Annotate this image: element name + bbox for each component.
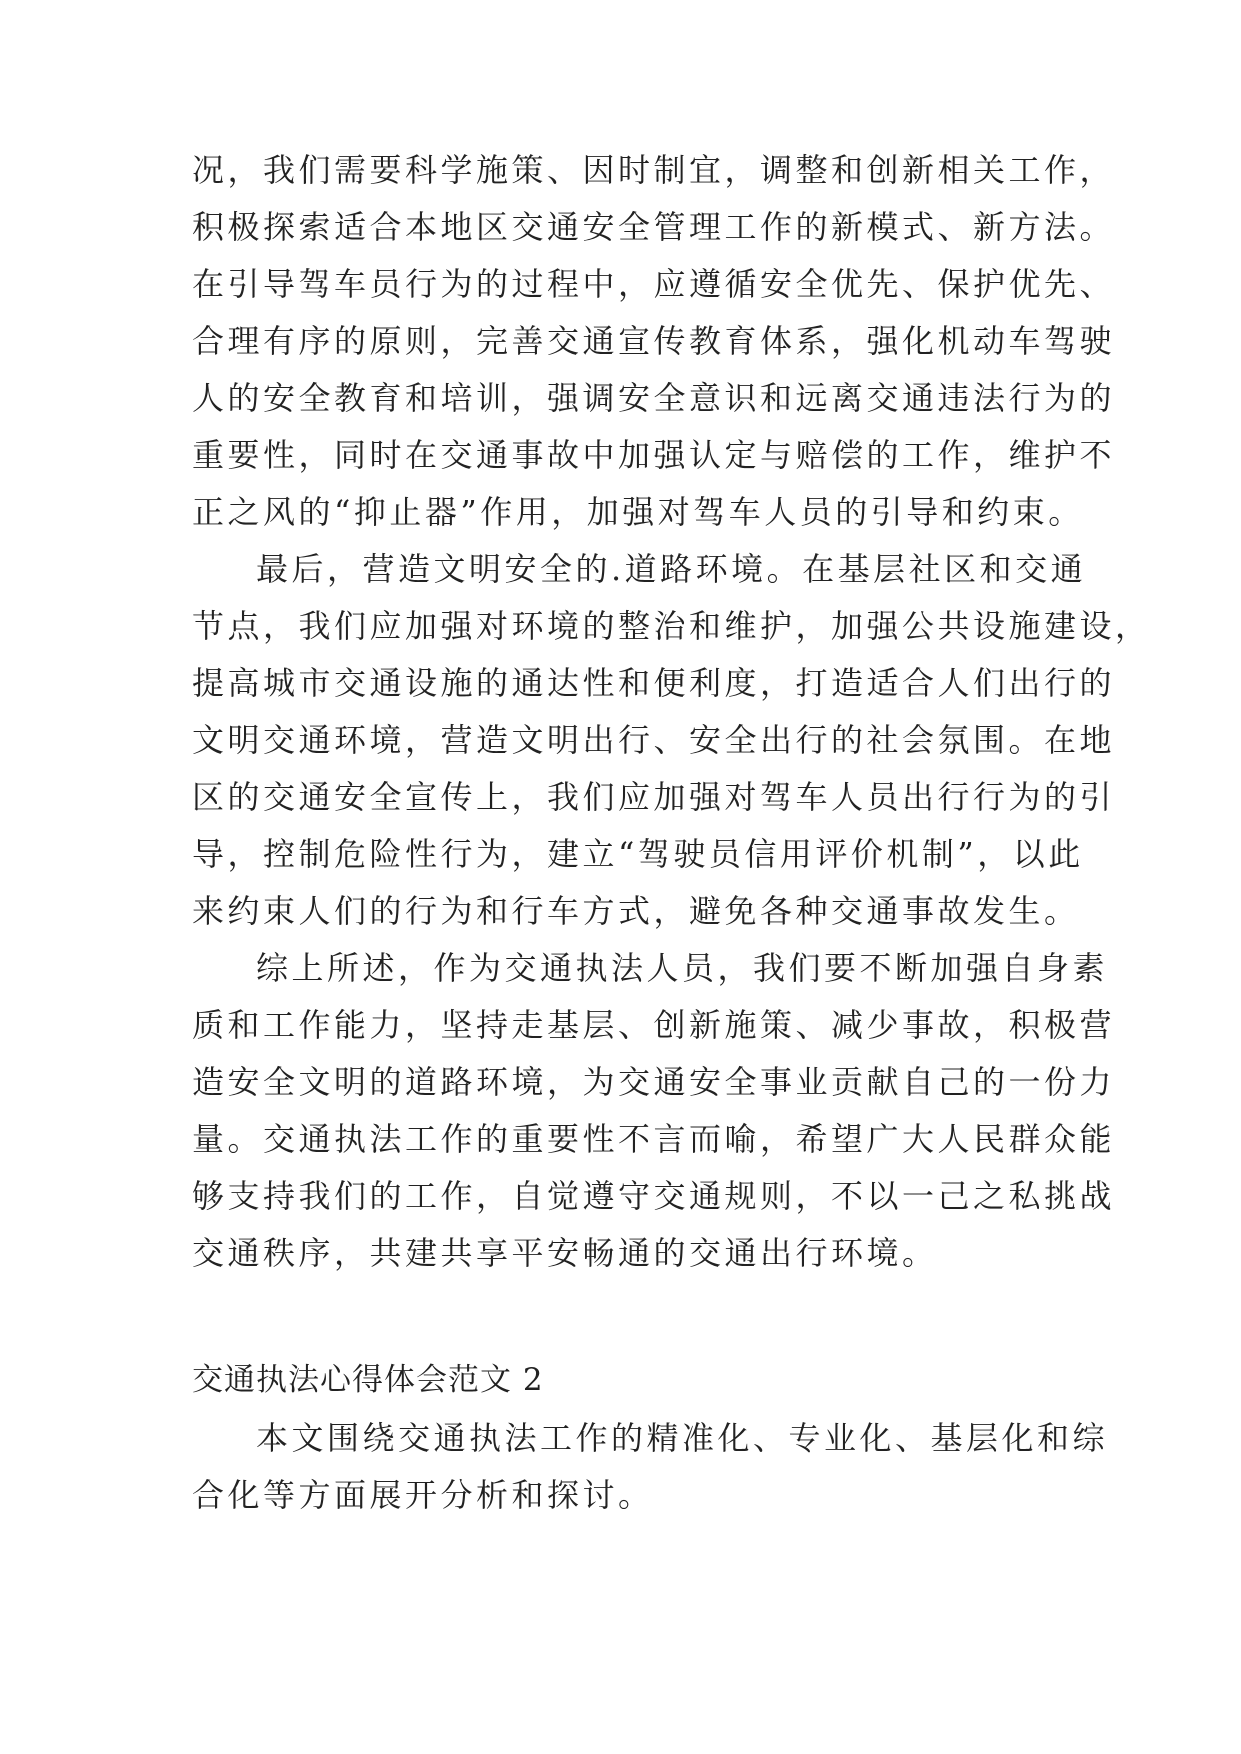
paragraph-4-line-2: 合化等方面展开分析和探讨。 xyxy=(192,1476,654,1514)
paragraph-2-line-3: 提高城市交通设施的通达性和便利度，打造适合人们出行的 xyxy=(192,664,1116,702)
paragraph-2-line-4: 文明交通环境，营造文明出行、安全出行的社会氛围。在地 xyxy=(192,721,1116,759)
paragraph-1-line-6: 重要性，同时在交通事故中加强认定与赔偿的工作，维护不 xyxy=(192,436,1116,474)
paragraph-1-line-7: 正之风的“抑止器”作用，加强对驾车人员的引导和约束。 xyxy=(192,493,1084,531)
paragraph-1-line-4: 合理有序的原则，完善交通宣传教育体系，强化机动车驾驶 xyxy=(192,322,1116,360)
paragraph-3-line-4: 量。交通执法工作的重要性不言而喻，希望广大人民群众能 xyxy=(192,1120,1116,1158)
paragraph-2-line-6: 导，控制危险性行为，建立“驾驶员信用评价机制”，以此 xyxy=(192,835,1084,873)
paragraph-1-line-3: 在引导驾车员行为的过程中，应遵循安全优先、保护优先、 xyxy=(192,265,1116,303)
paragraph-2-line-1: 最后，营造文明安全的.道路环境。在基层社区和交通 xyxy=(256,550,1087,588)
section-heading: 交通执法心得体会范文 2 xyxy=(192,1362,544,1398)
paragraph-3-line-1: 综上所述，作为交通执法人员，我们要不断加强自身素 xyxy=(256,949,1109,987)
paragraph-1-line-5: 人的安全教育和培训，强调安全意识和远离交通违法行为的 xyxy=(192,379,1116,417)
paragraph-1-line-2: 积极探索适合本地区交通安全管理工作的新模式、新方法。 xyxy=(192,208,1116,246)
paragraph-2-line-5: 区的交通安全宣传上，我们应加强对驾车人员出行行为的引 xyxy=(192,778,1116,816)
paragraph-4-line-1: 本文围绕交通执法工作的精准化、专业化、基层化和综 xyxy=(256,1419,1109,1457)
paragraph-3-line-6: 交通秩序，共建共享平安畅通的交通出行环境。 xyxy=(192,1234,938,1272)
paragraph-1-line-1: 况，我们需要科学施策、因时制宜，调整和创新相关工作， xyxy=(192,151,1116,189)
paragraph-3-line-5: 够支持我们的工作，自觉遵守交通规则，不以一己之私挑战 xyxy=(192,1177,1116,1215)
paragraph-2-line-7: 来约束人们的行为和行车方式，避免各种交通事故发生。 xyxy=(192,892,1080,930)
paragraph-3-line-3: 造安全文明的道路环境，为交通安全事业贡献自己的一份力 xyxy=(192,1063,1116,1101)
paragraph-3-line-2: 质和工作能力，坚持走基层、创新施策、减少事故，积极营 xyxy=(192,1006,1116,1044)
paragraph-2-line-2: 节点，我们应加强对环境的整治和维护，加强公共设施建设， xyxy=(192,607,1151,645)
